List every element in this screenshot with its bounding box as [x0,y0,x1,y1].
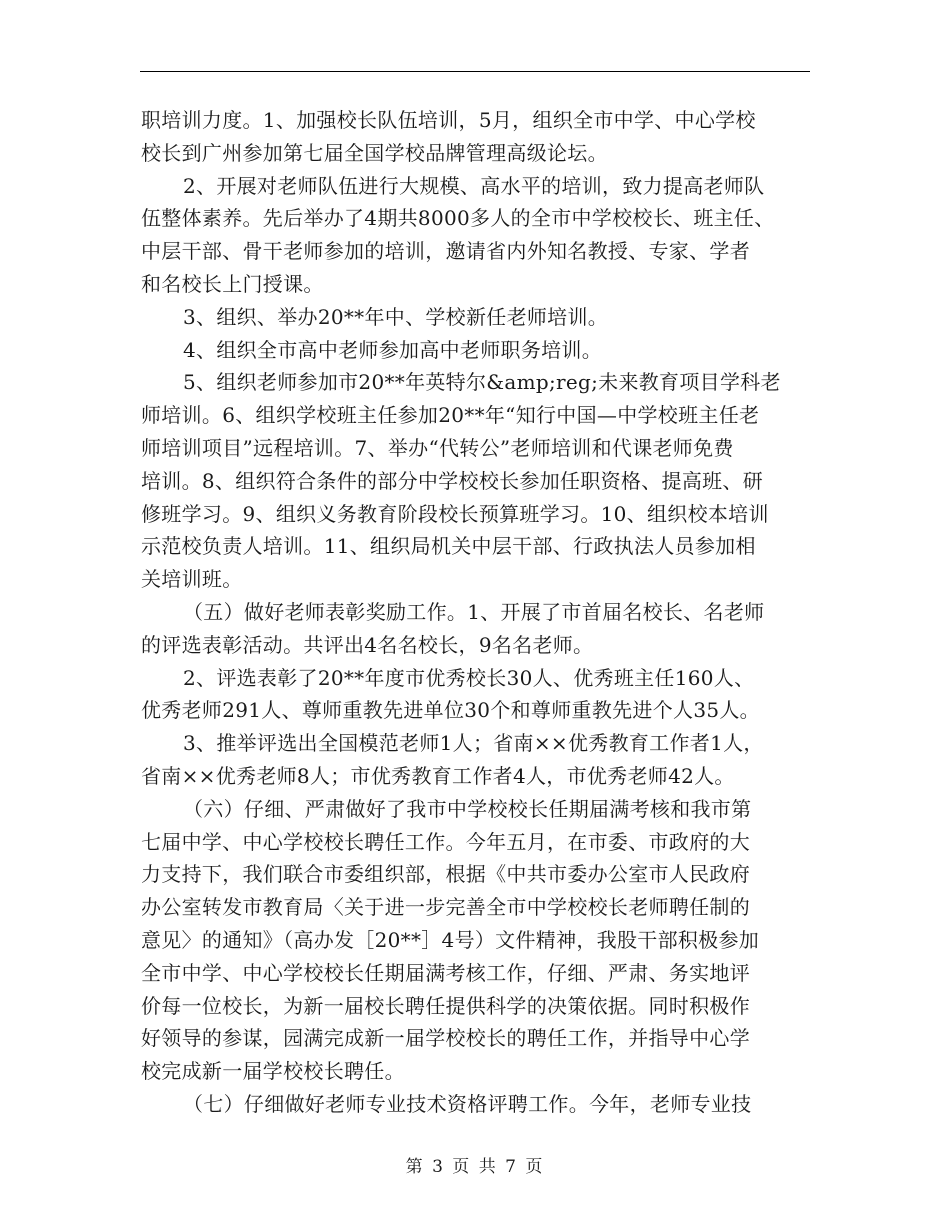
text-line: 力支持下，我们联合市委组织部，根据《中共市委办公室市人民政府 [141,862,750,887]
text-line: 伍整体素养。先后举办了4期共8000多人的全市中学校校长、班主任、 [141,206,775,231]
text-line: 和名校长上门授课。 [141,271,324,296]
text-line: 七届中学、中心学校校长聘任工作。今年五月，在市委、市政府的大 [141,829,750,854]
text-line: 的评选表彰活动。共评出4名名校长，9名名老师。 [141,632,594,657]
text-line: 修班学习。9、组织义务教育阶段校长预算班学习。10、组织校本培训 [141,501,769,526]
text-line: 中层干部、骨干老师参加的培训，邀请省内外知名教授、专家、学者 [141,239,750,264]
text-line: 4、组织全市高中老师参加高中老师职务培训。 [183,337,603,362]
text-line: 办公室转发市教育局〈关于进一步完善全市中学校校长老师聘任制的 [141,895,750,920]
body-text [141,104,811,1121]
text-line: 省南××优秀老师8人；市优秀教育工作者4人，市优秀老师42人。 [141,763,735,788]
text-line: 师培训。6、组织学校班主任参加20**年“知行中国—中学校班主任老 [141,403,760,428]
text-line: 全市中学、中心学校校长任期届满考核工作，仔细、严肃、务实地评 [141,960,750,985]
text-line: 示范校负责人培训。11、组织局机关中层干部、行政执法人员参加相 [141,534,756,559]
text-line: 关培训班。 [141,567,243,592]
text-line: 好领导的参谋，园满完成新一届学校校长的聘任工作，并指导中心学 [141,1026,750,1051]
page-footer: 第 3 页 共 7 页 [405,1157,545,1177]
text-line: （五）做好老师表彰奖励工作。1、开展了市首届名校长、名老师 [183,599,765,624]
text-line: （六）仔细、严肃做好了我市中学校校长任期届满考核和我市第 [183,796,752,821]
text-line: 价每一位校长，为新一届校长聘任提供科学的决策依据。同时积极作 [141,993,750,1018]
text-line: 校完成新一届学校校长聘任。 [141,1059,405,1084]
text-line: （七）仔细做好老师专业技术资格评聘工作。今年，老师专业技 [183,1091,752,1116]
text-line: 师培训项目”远程培训。7、举办“代转公”老师培训和代课老师免费 [141,435,734,460]
text-line: 职培训力度。1、加强校长队伍培训，5月，组织全市中学、中心学校 [141,108,756,132]
text-line: 2、开展对老师队伍进行大规模、高水平的培训，致力提高老师队 [183,173,765,198]
header-rule [140,71,810,72]
text-line: 意见〉的通知》（高办发［20**］4号）文件精神，我股干部积极参加 [141,927,760,952]
text-line: 2、评选表彰了20**年度市优秀校长30人、优秀班主任160人、 [183,665,755,690]
text-line: 3、推举评选出全国模范老师1人；省南××优秀教育工作者1人， [183,731,764,756]
text-line: 优秀老师291人、尊师重教先进单位30个和尊师重教先进个人35人。 [141,698,760,723]
text-line: 5、组织老师参加市20**年英特尔&amp;reg;未来教育项目学科老 [183,370,781,395]
text-line: 培训。8、组织符合条件的部分中学校校长参加任职资格、提高班、研 [141,468,764,493]
text-line: 校长到广州参加第七届全国学校品牌管理高级论坛。 [141,140,608,165]
text-line: 3、组织、举办20**年中、学校新任老师培训。 [183,304,609,329]
